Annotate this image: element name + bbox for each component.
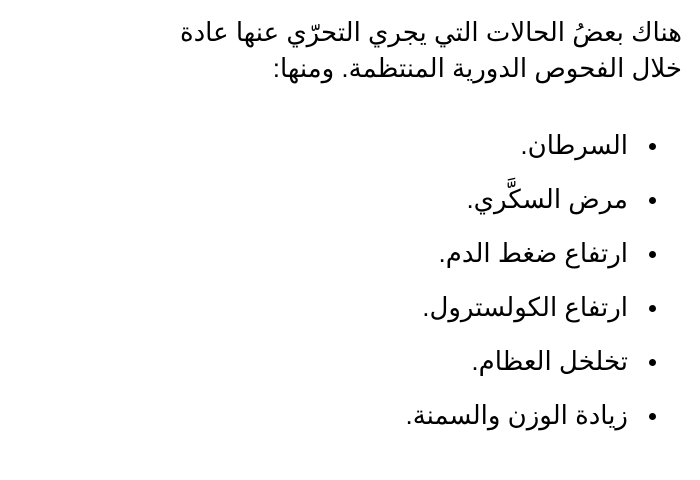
list-item-text: زيادة الوزن والسمنة. [405,400,628,430]
list-item [300,226,660,280]
list-item [300,172,660,226]
list-item [300,334,660,388]
list-item-text: السرطان. [520,130,628,160]
conditions-list [300,118,660,442]
list-item-text: ارتفاع ضغط الدم. [438,238,628,268]
list-item [300,388,660,442]
list-item-text: مرض السكَّري. [466,184,628,214]
list-item-text: ارتفاع الكولسترول. [422,292,628,322]
bullet-icon [649,197,656,204]
intro-paragraph: هناك بعضُ الحالات التي يجري التحرّي عنها عادة خلال الفحوص الدورية المنتظمة. ومنها: [179,17,682,83]
bullet-icon [649,251,656,258]
bullet-icon [649,143,656,150]
bullet-icon [649,359,656,366]
list-item [300,280,660,334]
bullet-icon [649,413,656,420]
list-item [300,118,660,172]
list-item-text: تخلخل العظام. [471,346,628,376]
bullet-icon [649,305,656,312]
